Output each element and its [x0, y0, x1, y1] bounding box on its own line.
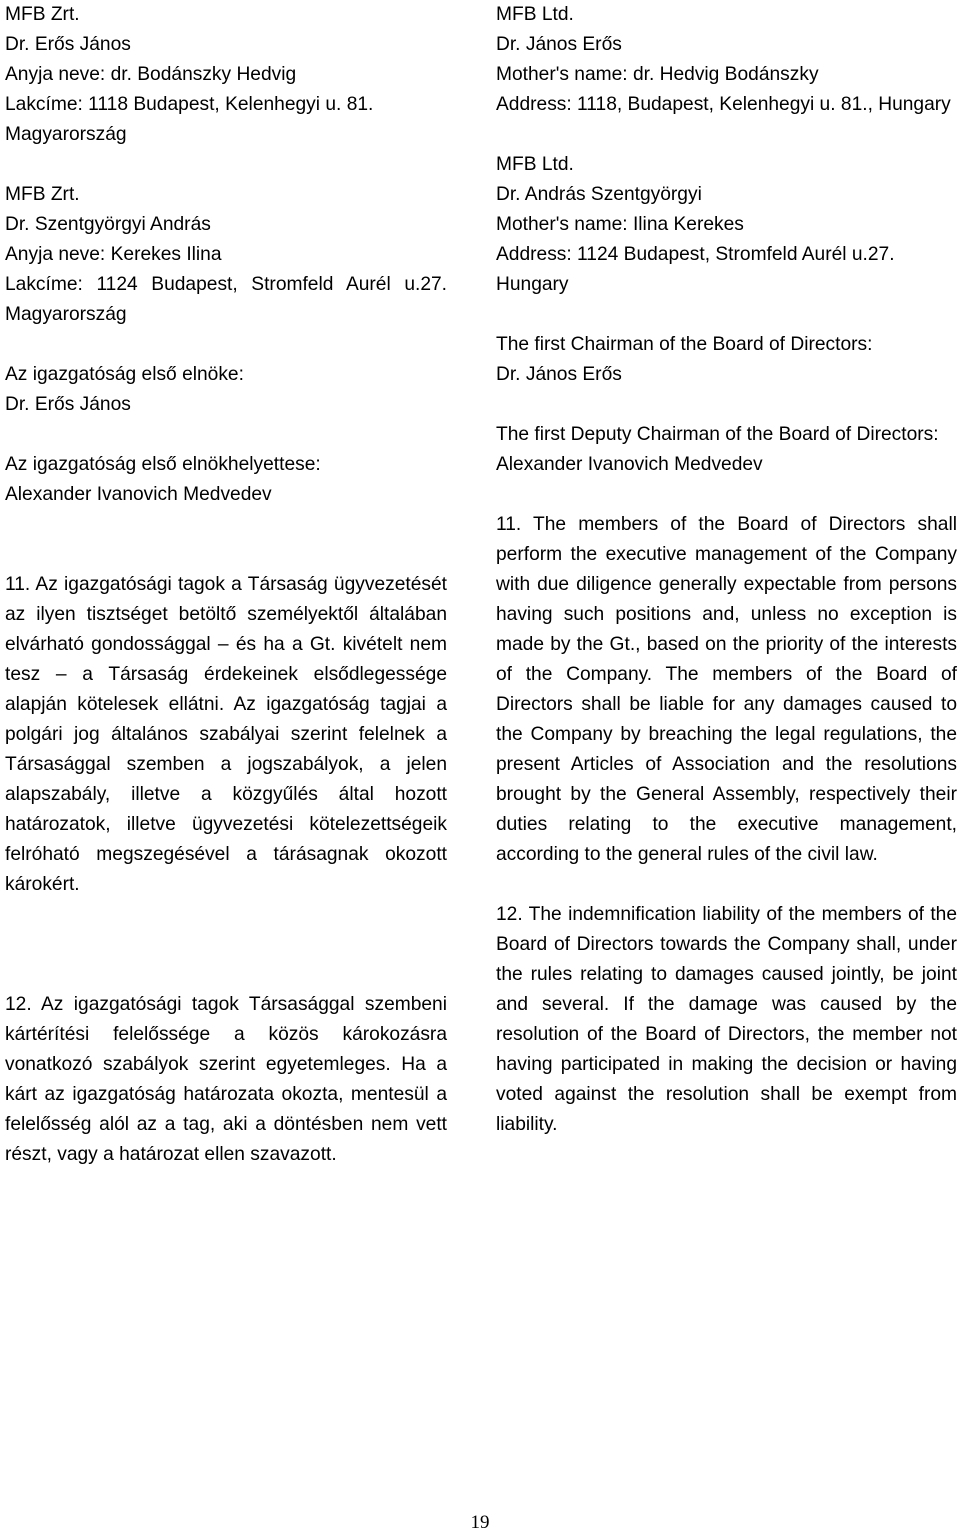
chairman-title: The first Chairman of the Board of Directors: [496, 334, 873, 355]
country-line: Magyarország [5, 124, 127, 145]
chairman-name: Dr. Erős János [5, 394, 131, 415]
chairman-title: Az igazgatóság első elnöke: [5, 364, 244, 385]
paragraph-11-hu: 11. Az igazgatósági tagok a Társaság ügyvezetését az ilyen tisztséget betöltő személyektől általában elvárható gondossággal – és ha a Gt. kivételt nem tesz – a Társaság érdekeinek elsődlegessége alapján kötelesek ellátni. Az igazgatóság tagjai a polgári jog általános szabályai szerint felelnek a Társasággal szemben a jogszabályok, a jelen alapszabály, illetve a közgyűlés által hozott határozatok, illetve ügyvezetési kötelezettségeik felróható megszegésével a tárásagnak okozott károkért. [5, 574, 447, 895]
deputy-name: Alexander Ivanovich Medvedev [496, 454, 763, 475]
company-name: MFB Zrt. [5, 184, 80, 205]
company-name: MFB Ltd. [496, 4, 574, 25]
founder2-block-hu [5, 180, 447, 330]
representative-name: Dr. András Szentgyörgyi [496, 184, 702, 205]
deputy-block-en [496, 420, 957, 480]
paragraph-12-en: 12. The indemnification liability of the members of the Board of Directors towards the Company shall, under the rules relating to damages caused jointly, be joint and several. If the damage was caused by the resolution of the Board of Directors, the member not having participated in making the decision or having voted against the resolution shall be exempt from liability. [496, 904, 957, 1135]
address-line: Lakcíme: 1118 Budapest, Kelenhegyi u. 81. [5, 94, 374, 115]
english-column [496, 0, 957, 1140]
chairman-name: Dr. János Erős [496, 364, 622, 385]
paragraph-11-en: 11. The members of the Board of Directors shall perform the executive management of the Company with due diligence generally expectable from persons having such positions and, unless no exception is made by the Gt., based on the priority of the interests of the Company. The members of the Board of Directors shall be liable for any damages caused to the Company by breaching the legal regulations, the present Articles of Association and the resolutions brought by the General Assembly, respectively their duties relating to the executive management, according to the general rules of the civil law. [496, 514, 957, 865]
deputy-name: Alexander Ivanovich Medvedev [5, 484, 272, 505]
founder2-block-en [496, 150, 957, 300]
hungarian-column [5, 0, 447, 1170]
paragraph-12-hu: 12. Az igazgatósági tagok Társasággal szembeni kártérítési felelőssége a közös károkozásra vonatkozó szabályok szerint egyetemleges. Ha a kárt az igazgatóság határozata okozta, mentesül a felelősség alól az a tag, aki a döntésben nem vett részt, vagy a határozat ellen szavazott. [5, 994, 447, 1165]
address-paragraph: Address: 1118, Budapest, Kelenhegyi u. 81., Hungary [496, 94, 951, 115]
representative-name: Dr. János Erős [496, 34, 622, 55]
address-paragraph: Lakcíme: 1124 Budapest, Stromfeld Aurél u.27. Magyarország [5, 274, 447, 325]
chairman-block-en [496, 330, 957, 390]
representative-name: Dr. Szentgyörgyi András [5, 214, 211, 235]
deputy-title: The first Deputy Chairman of the Board of Directors: [496, 424, 939, 445]
page-number: 19 [470, 1512, 490, 1533]
address-line: Address: 1124 Budapest, Stromfeld Aurél u.27. [496, 244, 895, 265]
mother-name: Anyja neve: Kerekes Ilina [5, 244, 222, 265]
mother-name: Anyja neve: dr. Bodánszky Hedvig [5, 64, 297, 85]
company-name: MFB Zrt. [5, 4, 80, 25]
deputy-block-hu [5, 450, 447, 510]
mother-name: Mother's name: Ilina Kerekes [496, 214, 744, 235]
founder1-block-hu [5, 0, 447, 150]
founder1-block-en [496, 0, 957, 120]
deputy-title: Az igazgatóság első elnökhelyettese: [5, 454, 321, 475]
representative-name: Dr. Erős János [5, 34, 131, 55]
company-name: MFB Ltd. [496, 154, 574, 175]
country-line: Hungary [496, 274, 569, 295]
chairman-block-hu [5, 360, 447, 420]
mother-name: Mother's name: dr. Hedvig Bodánszky [496, 64, 819, 85]
